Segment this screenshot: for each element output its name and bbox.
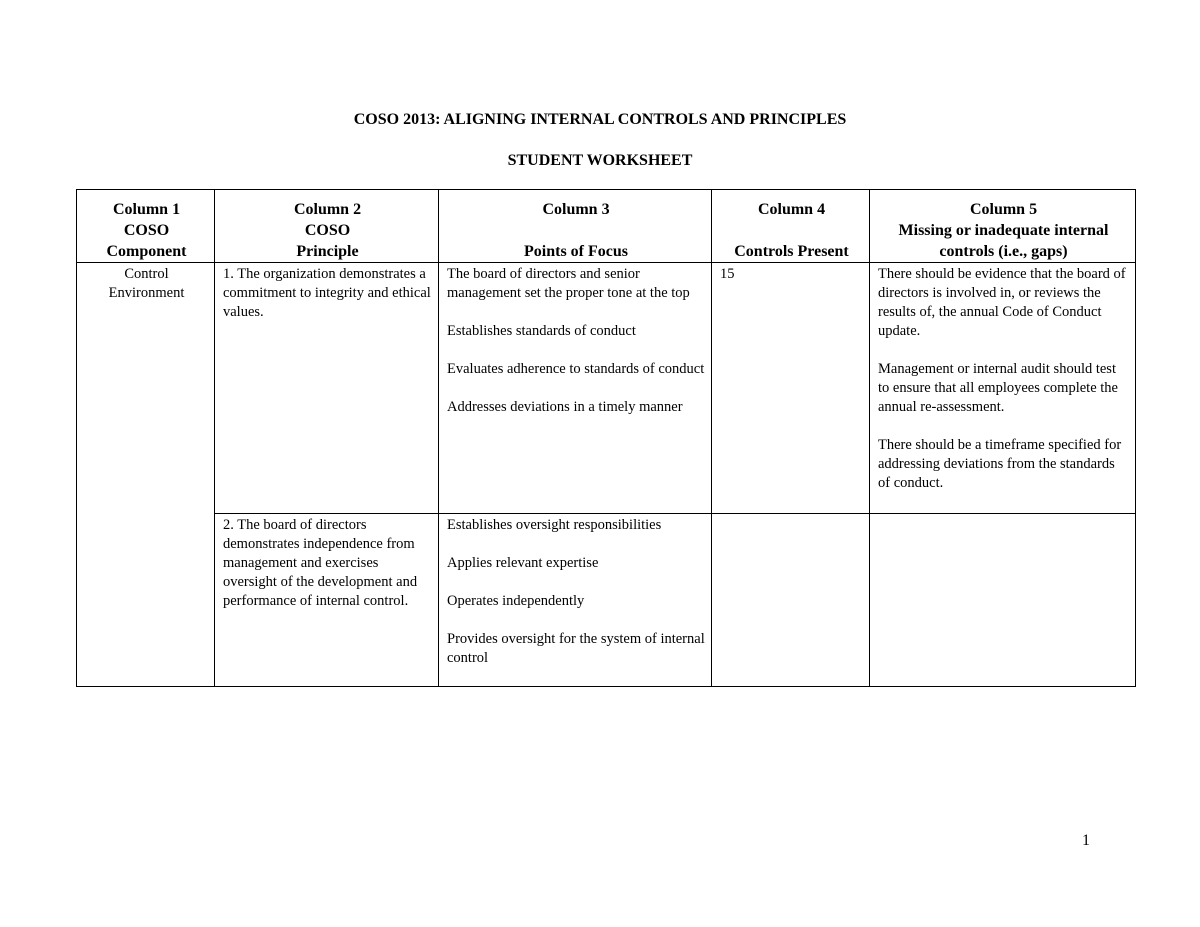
- gaps-cell: [870, 263, 1136, 514]
- point-of-focus: Establishes oversight responsibilities: [447, 517, 662, 533]
- header-label: [447, 220, 705, 241]
- point-of-focus: The board of directors and senior management set the proper tone at the top: [447, 266, 690, 301]
- table-row: [77, 514, 1136, 687]
- gaps-cell: [870, 514, 1136, 687]
- header-label: Column 1: [112, 201, 181, 218]
- gap-note: There should be a timeframe specified for addressing deviations from the standards of conduct.: [878, 437, 1122, 491]
- header-column-2: [215, 190, 439, 263]
- header-label: Controls Present: [734, 243, 849, 260]
- header-label: Missing or inadequate internal: [898, 222, 1109, 239]
- controls-present-cell: [712, 514, 870, 687]
- header-label: [720, 220, 863, 241]
- point-of-focus: Provides oversight for the system of internal control: [447, 631, 705, 666]
- table-row: [77, 263, 1136, 514]
- header-column-5: [870, 190, 1136, 263]
- header-label: Component: [106, 243, 187, 260]
- principle-cell: 2. The board of directors demonstrates independence from management and exercises oversight of the development and performance of internal control.: [215, 514, 439, 687]
- header-column-3: [439, 190, 712, 263]
- component-cell: Control Environment: [77, 263, 215, 687]
- header-label: Column 2: [293, 201, 362, 218]
- gap-note: There should be evidence that the board of directors is involved in, or reviews the results of, the annual Code of Conduct update.: [878, 266, 1126, 339]
- document-title: COSO 2013: ALIGNING INTERNAL CONTROLS AND PRINCIPLES: [353, 111, 847, 128]
- header-label: Points of Focus: [524, 243, 628, 260]
- header-label: COSO: [123, 222, 170, 239]
- header-label: Column 5: [969, 201, 1038, 218]
- page-number: 1: [1082, 832, 1090, 849]
- point-of-focus: Evaluates adherence to standards of conduct: [447, 361, 705, 377]
- header-label: COSO: [304, 222, 351, 239]
- worksheet-table: [76, 189, 1136, 687]
- header-label: Principle: [296, 243, 359, 260]
- header-row: [77, 190, 1136, 263]
- principle-cell: 1. The organization demonstrates a commitment to integrity and ethical values.: [215, 263, 439, 514]
- points-of-focus-cell: [439, 514, 712, 687]
- point-of-focus: Operates independently: [447, 593, 585, 609]
- points-of-focus-cell: [439, 263, 712, 514]
- point-of-focus: Establishes standards of conduct: [447, 323, 636, 339]
- controls-present-cell: 15: [712, 263, 870, 514]
- point-of-focus: Applies relevant expertise: [447, 555, 599, 571]
- gap-note: Management or internal audit should test to ensure that all employees complete the annual re-assessment.: [878, 361, 1118, 415]
- point-of-focus: Addresses deviations in a timely manner: [447, 399, 683, 415]
- header-label: Column 4: [757, 201, 826, 218]
- document-subtitle: STUDENT WORKSHEET: [507, 152, 693, 169]
- header-label: Column 3: [542, 201, 610, 218]
- header-column-1: [77, 190, 215, 263]
- header-column-4: [712, 190, 870, 263]
- header-label: controls (i.e., gaps): [939, 243, 1068, 260]
